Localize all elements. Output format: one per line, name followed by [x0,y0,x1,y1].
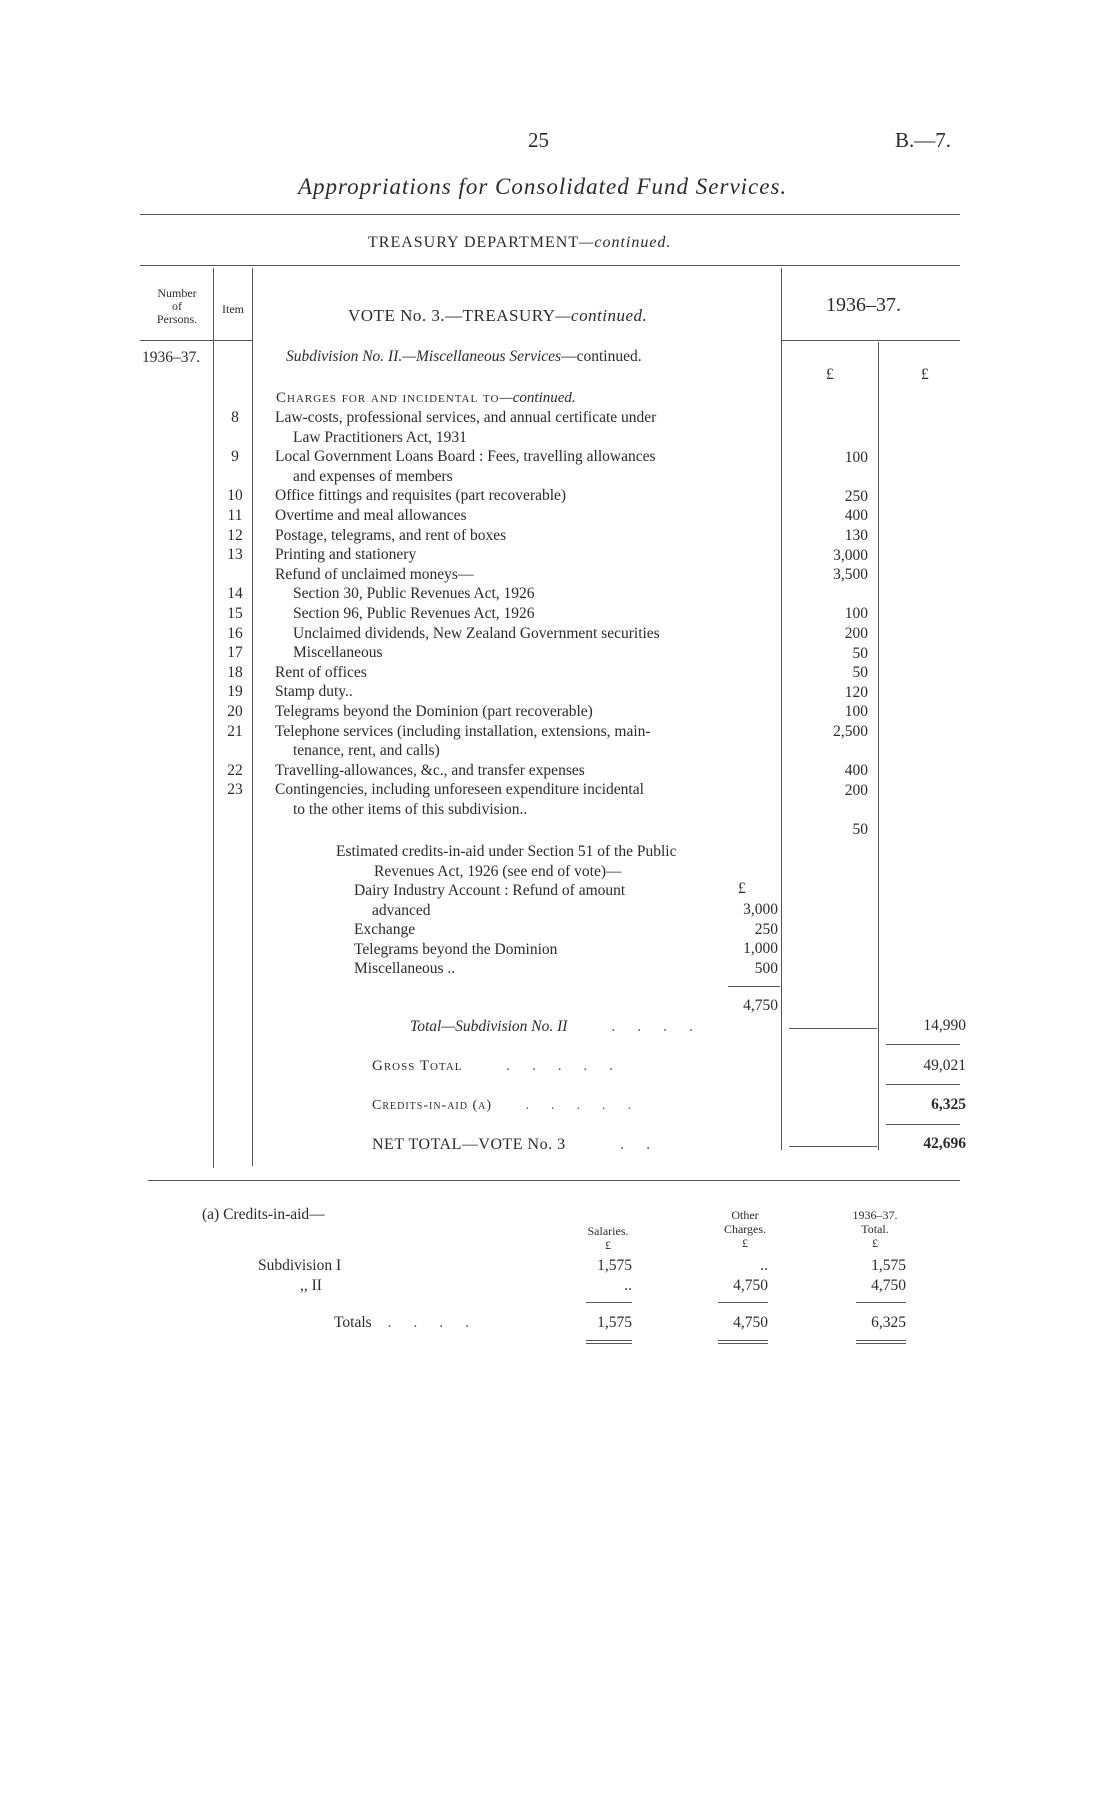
item-amount [790,585,868,605]
item-amount: 100 [844,605,868,623]
item-description: and expenses of members [293,467,453,485]
item-number: 16 [227,624,243,642]
item-description: Local Government Loans Board : Fees, travelling allowances [275,448,656,466]
table-top-rule [140,265,960,266]
footnote-totals-salaries: 1,575 [597,1314,632,1331]
vote-heading: VOTE No. 3.—TREASURY—continued. [348,306,648,325]
net-total-left-rule [789,1146,877,1147]
item-number: 18 [227,663,243,681]
item-description: Law-costs, professional services, and annual certificate under [275,409,657,426]
item-description: Law Practitioners Act, 1931 [293,428,467,446]
credits-sum-rule [728,986,780,987]
net-total-rule [886,1124,960,1125]
year-header: 1936–37. [826,294,901,316]
item-amount: 50 [852,644,868,662]
item-amount: 100 [844,448,868,466]
pound-sign-amount: £ [826,366,834,383]
footnote-salaries-double-rule-b [586,1343,632,1344]
item-line [221,506,781,526]
subdivision-heading: Subdivision No. II.—Miscellaneous Services—continued. [286,348,642,365]
item-description: Section 96, Public Revenues Act, 1926 [293,604,535,622]
credits-pound-sign: £ [738,880,746,897]
item-description: Telephone services (including installation, extensions, main- [275,722,651,740]
item-number: 22 [227,761,243,779]
credits-total-label: Credits-in-aid (a) ..... [372,1098,654,1113]
gross-total-value: 49,021 [923,1057,966,1074]
item-number: 20 [227,702,243,720]
item-line [221,741,781,761]
item-amount-spacer [790,428,868,448]
item-line [221,604,781,624]
item-number: 19 [227,683,243,701]
item-description: Section 30, Public Revenues Act, 1926 [293,585,535,603]
persons-header-rule [140,340,252,341]
footnote-total-header: 1936–37. Total. £ [852,1208,898,1250]
footnote-totals-label: Totals .... [334,1314,492,1331]
item-number: 17 [227,644,243,662]
item-number: 10 [227,487,243,505]
footnote-salaries-header: Salaries. £ [587,1224,629,1252]
item-number: 12 [227,526,243,544]
footnote-total-double-rule-a [856,1340,906,1341]
item-amount-spacer [790,467,868,487]
footnote-total-values: 1,575 4,750 [871,1257,906,1294]
item-amount: 250 [844,487,868,505]
footnote-total-rule [856,1302,906,1303]
item-amount: 200 [844,781,868,799]
document-reference: B.—7. [895,128,952,152]
item-number: 23 [227,781,243,799]
charges-heading: Charges for and incidental to—continued. [276,390,576,406]
item-line [221,780,781,800]
item-description: Stamp duty.. [275,683,353,701]
item-description: to the other items of this subdivision.. [293,800,528,818]
item-line [221,800,781,820]
item-number: 11 [227,506,243,524]
item-description: Unclaimed dividends, New Zealand Government securities [293,624,660,642]
net-total-value: 42,696 [923,1135,966,1152]
item-description: Overtime and meal allowances [275,506,467,524]
item-amount: 200 [844,624,868,642]
year-header-rule [781,340,960,341]
item-line [221,682,781,702]
item-description: Contingencies, including unforeseen expenditure incidental [275,781,644,799]
item-line [221,722,781,742]
department-heading: TREASURY DEPARTMENT—continued. [368,234,672,251]
item-description: Telegrams beyond the Dominion (part recoverable) [275,702,593,720]
amount-column-divider [781,268,782,1150]
net-total-label: NET TOTAL—VOTE No. 3 .. [372,1136,673,1153]
subdivision-total-value: 14,990 [923,1017,966,1034]
footnote-other-values: .. 4,750 [733,1257,768,1294]
item-line [221,643,781,663]
item-amount: 3,000 [833,546,868,564]
item-line [221,467,781,487]
credits-estimate-total: 4,750 [743,997,778,1014]
item-description: Rent of offices [275,663,367,681]
footnote-other-rule [718,1302,768,1303]
items-list [221,408,781,819]
item-line [221,526,781,546]
footnote-other-double-rule-a [718,1340,768,1341]
title-rule [140,214,960,215]
item-number: 8 [231,409,239,426]
footnote-other-double-rule-b [718,1343,768,1344]
page-title: Appropriations for Consolidated Fund Services. [298,174,788,199]
persons-column-divider [213,268,214,1168]
item-description: Refund of unclaimed moneys— [275,565,474,583]
footnote-row-labels: Subdivision I ,, II [258,1257,342,1294]
item-amount: 400 [844,762,868,780]
item-header: Item [222,302,244,316]
item-amount: 3,500 [833,566,868,584]
item-amount-spacer [790,742,868,762]
item-amount: 400 [844,507,868,525]
gross-total-label: Gross Total ..... [372,1058,635,1074]
persons-header: Number of Persons. [156,286,198,326]
item-amount: 50 [852,820,868,838]
item-description: Travelling-allowances, &c., and transfer expenses [275,761,585,779]
item-line [221,486,781,506]
item-number: 13 [227,546,243,564]
subdivision-total-label: Total—Subdivision No. II .... [410,1018,715,1035]
item-amount: 130 [844,526,868,544]
item-description: Postage, telegrams, and rent of boxes [275,526,507,544]
item-amount: 50 [852,664,868,682]
item-line [221,428,781,448]
item-line [221,447,781,467]
gross-total-rule [886,1044,960,1045]
item-amount: 2,500 [833,722,868,740]
item-number: 14 [227,585,243,603]
item-amount-spacer [790,800,868,820]
item-line [221,702,781,722]
item-number: 21 [227,722,243,740]
item-line [221,565,781,585]
subdivision-total-rule [789,1028,877,1029]
credits-total-value: 6,325 [931,1096,966,1113]
footnote-salaries-values: 1,575 .. [597,1257,632,1294]
footnote-totals-total: 6,325 [871,1314,906,1331]
footnote-salaries-double-rule-a [586,1340,632,1341]
item-line [221,584,781,604]
credits-estimate-intro: Estimated credits-in-aid under Section 51 of the Public Revenues Act, 1926 (see end of vote)— [336,843,677,880]
pound-sign-total: £ [921,366,929,383]
item-description: Miscellaneous [293,644,383,662]
credits-total-rule [886,1084,960,1085]
items-amounts [790,428,868,839]
item-amount: 120 [844,683,868,701]
item-number: 15 [227,604,243,622]
item-line [221,408,781,428]
item-description: tenance, rent, and calls) [293,742,440,760]
credits-estimate-amounts: 3,000 250 1,000 500 [743,901,778,977]
item-amount: 100 [844,703,868,721]
item-number: 9 [231,448,239,466]
footnote-total-double-rule-b [856,1343,906,1344]
page-number: 25 [528,128,549,152]
credits-estimate-labels: Dairy Industry Account : Refund of amount advanced Exchange Telegrams beyond the Dominion Miscellaneous .. [354,882,626,977]
item-line [221,545,781,565]
persons-year: 1936–37. [142,349,201,366]
table-bottom-rule [148,1180,960,1181]
footnote-label: (a) Credits-in-aid— [202,1206,325,1223]
footnote-other-header: Other Charges. £ [723,1208,767,1250]
item-line [221,761,781,781]
item-description: Office fittings and requisites (part recoverable) [275,487,567,505]
footnote-totals-other: 4,750 [733,1314,768,1331]
item-description: Printing and stationery [275,546,417,564]
item-line [221,624,781,644]
item-line [221,663,781,683]
footnote-salaries-rule [586,1302,632,1303]
